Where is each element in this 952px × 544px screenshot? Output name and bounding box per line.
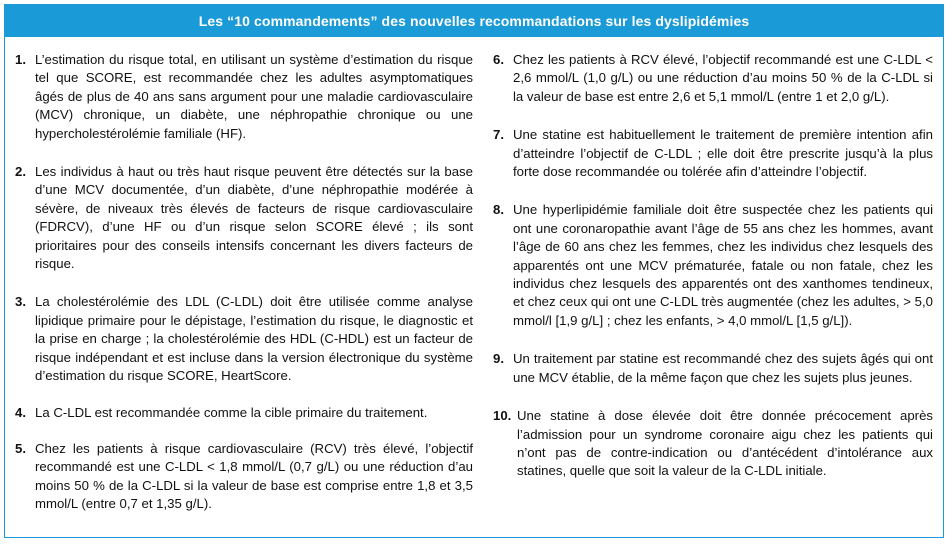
- list-item-3: [15, 293, 473, 385]
- item-number: 8.: [493, 202, 504, 218]
- right-column: [485, 51, 943, 514]
- item-number: 6.: [493, 52, 504, 67]
- item-number: 7.: [493, 127, 504, 143]
- item-number: 9.: [493, 351, 504, 367]
- item-number: 3.: [15, 294, 26, 310]
- item-text: Chez les patients à RCV élevé, l’objectif recommandé est une C-LDL < 2,6 mmol/L (1,0 g/L) ou une réduction d’au moins 50 % de la C-LDL si la valeur de base est entre 2,6 et 5,1 mmol/L (entre 1 et 2,0 g/L).: [513, 52, 933, 104]
- list-item-7: [493, 126, 933, 181]
- item-text: Un traitement par statine est recommandé chez des sujets âgés qui ont une MCV établie, de la même façon que chez les sujets plus jeunes.: [513, 351, 933, 385]
- left-column: [5, 51, 485, 514]
- item-number: 4.: [15, 404, 26, 420]
- item-text: Une statine à dose élevée doit être donnée précocement après l’admission pour un syndrome coronaire aigu chez les patients qui n’ont pas de contre-indication ou d’antécédent d’intolérance aux statines, quelle que soit la valeur de la C-LDL initiale.: [517, 408, 933, 479]
- recommendations-box: [4, 4, 944, 538]
- list-item-4: [15, 404, 473, 422]
- columns: [5, 37, 943, 514]
- item-text: Une statine est habituellement le traitement de première intention afin d’atteindre l’objectif de C-LDL ; elle doit être prescrite jusqu’à la plus forte dose recommandée ou tolérée afin d’atteindre l’objectif.: [513, 127, 933, 180]
- box-header: [5, 5, 943, 37]
- item-text: L’estimation du risque total, en utilisant un système d’estimation du risque tel que SCORE, est recommandée chez les adultes asymptomatiques âgés de plus de 40 ans sans argument pour une maladie cardiovasculaire (MCV) chronique, un diabète, une néphropathie chronique ou une hypercholestérolémie familiale (HF).: [35, 52, 473, 141]
- list-item-5: [15, 440, 473, 514]
- item-text: Les individus à haut ou très haut risque peuvent être détectés sur la base d’une MCV documentée, d’un diabète, d’une néphropathie modérée à sévère, de niveaux très élevés de facteurs de risque cardiovasculaire (FDRCV), d’une HF ou d’un risque selon SCORE élevé ; ils sont prioritaires pour des conseils intensifs concernant les divers facteurs de risque.: [35, 164, 473, 272]
- item-text: Une hyperlipidémie familiale doit être suspectée chez les patients qui ont une coronaropathie avant l’âge de 55 ans chez les hommes, avant l’âge de 60 ans chez les femmes, chez les individus chez lesquels des apparentés ont une MCV prématurée, fatale ou non fatale, chez les individus chez lesquels des apparentés ont des xanthomes tendineux, et chez ceux qui ont une C-LDL très augmentée (chez les adultes, > 5,0 mmol/l [1,9 g/L] ; chez les enfants, > 4,0 mmol/L [1,5 g/L]).: [513, 202, 933, 328]
- list-item-2: [15, 163, 473, 273]
- item-number: 5.: [15, 440, 26, 456]
- list-item-6: [493, 51, 933, 106]
- box-title: Les “10 commandements” des nouvelles recommandations sur les dyslipidémies: [198, 13, 750, 29]
- list-item-10: [493, 407, 933, 481]
- item-text: La C-LDL est recommandée comme la cible primaire du traitement.: [35, 404, 428, 420]
- list-item-1: [15, 51, 473, 143]
- item-number: 2.: [15, 164, 26, 180]
- item-text: Chez les patients à risque cardiovasculaire (RCV) très élevé, l’objectif recommandé est une C-LDL < 1,8 mmol/L (0,7 g/L) ou une réduction d’au moins 50 % de la C-LDL si la valeur de base est comprise entre 1,8 et 3,5 mmol/L (entre 0,7 et 1,35 g/L).: [35, 440, 473, 512]
- list-item-8: [493, 201, 933, 330]
- item-number: 1.: [15, 52, 26, 67]
- item-text: La cholestérolémie des LDL (C-LDL) doit être utilisée comme analyse lipidique primaire pour le dépistage, l’estimation du risque, le diagnostic et la prise en charge ; la cholestérolémie des HDL (C-HDL) est un facteur de risque indépendant et est incluse dans la version électronique du système d’estimation du risque SCORE, HeartScore.: [35, 294, 473, 384]
- list-item-9: [493, 350, 933, 387]
- item-number: 10.: [493, 408, 512, 424]
